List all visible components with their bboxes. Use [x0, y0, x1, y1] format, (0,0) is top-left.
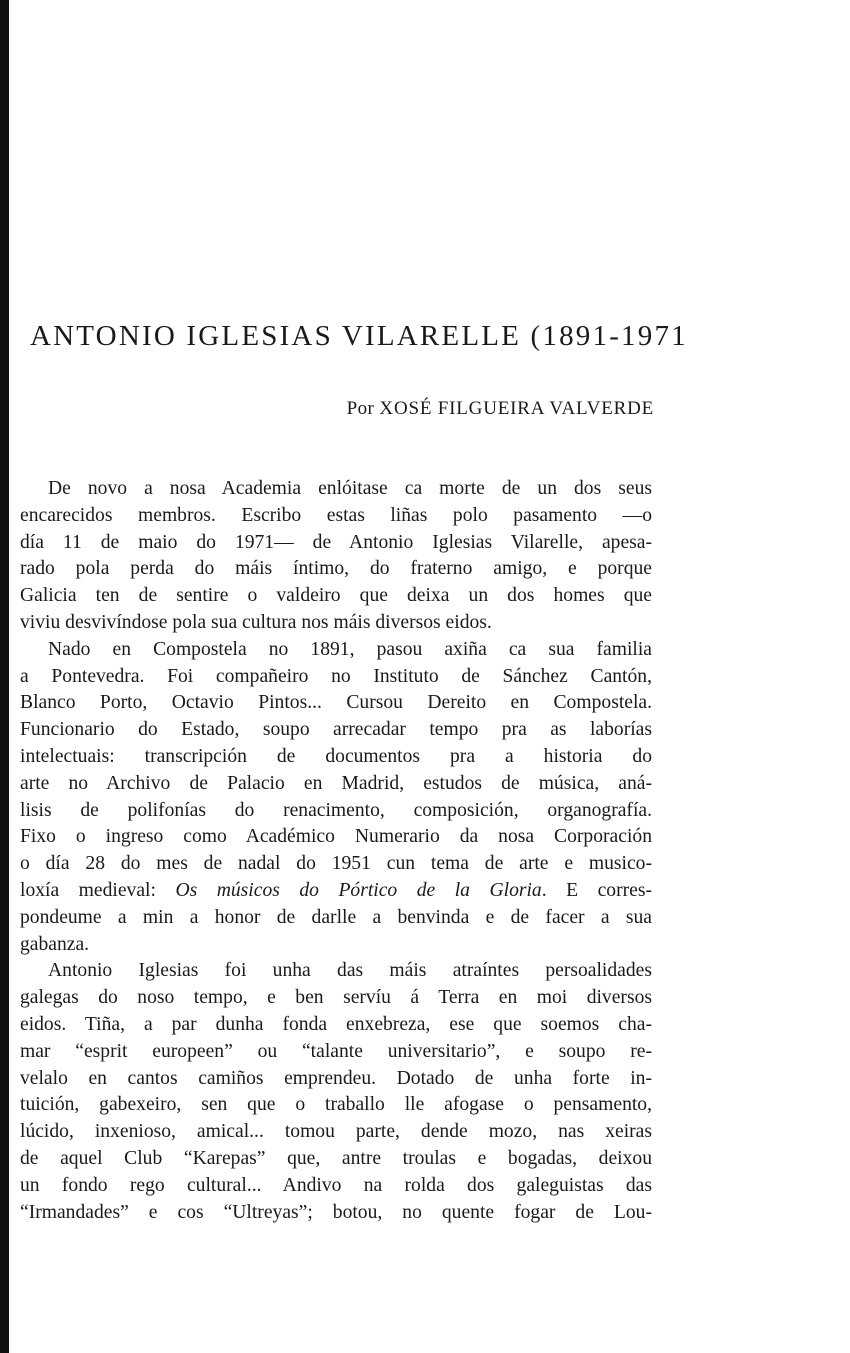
text-line: De novo a nosa Academia enlóitase ca morte de un dos seus: [48, 478, 652, 499]
text-line: un fondo rego cultural... Andivo na rolda dos galeguistas das: [20, 1174, 652, 1196]
text-line: a Pontevedra. Foi compañeiro no Instituto de Sánchez Cantón,: [20, 665, 652, 687]
byline: [347, 398, 654, 420]
article-title: ANTONIO IGLESIAS VILARELLE (1891-1971: [30, 320, 688, 352]
paragraph-3: [20, 958, 652, 1226]
text-fragment: . E corres-: [541, 879, 652, 901]
text-line: intelectuais: transcripción de documentos pra a historia do: [20, 745, 652, 767]
text-line: arte no Archivo de Palacio en Madrid, estudos de música, aná-: [20, 772, 652, 794]
author-name: XOSÉ FILGUEIRA VALVERDE: [379, 398, 654, 419]
text-line: Antonio Iglesias foi unha das máis atraíntes persoalidades: [48, 960, 652, 982]
text-line: día 11 de maio do 1971— de Antonio Iglesias Vilarelle, apesa-: [20, 531, 652, 553]
text-fragment: loxía medieval:: [20, 879, 156, 901]
text-line: pondeume a min a honor de darlle a benvinda e de facer a sua: [20, 906, 652, 928]
text-line: viviu desvivíndose pola sua cultura nos máis diversos eidos.: [20, 611, 492, 633]
text-line: Galicia ten de sentire o valdeiro que deixa un dos homes que: [20, 585, 652, 607]
text-line: encarecidos membros. Escribo estas liñas polo pasamento —o: [20, 504, 652, 526]
text-line: “Irmandades” e cos “Ultreyas”; botou, no quente fogar de Lou-: [20, 1201, 652, 1223]
text-line: velalo en cantos camiños emprendeu. Dotado de unha forte in-: [20, 1067, 652, 1089]
article-body: [20, 476, 652, 1226]
text-line-with-italic-title: [20, 878, 652, 905]
text-line: rado pola perda do máis íntimo, do fraterno amigo, e porque: [20, 558, 652, 580]
text-line: lisis de polifonías do renacimento, composición, organografía.: [20, 799, 652, 821]
text-line: lúcido, inxenioso, amical... tomou parte, dende mozo, nas xeiras: [20, 1121, 652, 1143]
paragraph-2: [20, 637, 652, 959]
text-line: Nado en Compostela no 1891, pasou axiña ca sua familia: [48, 638, 652, 660]
byline-prefix: Por: [346, 398, 375, 419]
text-line: Fixo o ingreso como Académico Numerario da nosa Corporación: [20, 826, 652, 848]
text-line: o día 28 do mes de nadal do 1951 cun tema de arte e musico-: [20, 853, 652, 875]
text-line: Blanco Porto, Octavio Pintos... Cursou Dereito en Compostela.: [20, 692, 652, 714]
text-line: gabanza.: [20, 933, 90, 955]
paragraph-1: [20, 476, 652, 637]
text-line: de aquel Club “Karepas” que, antre troulas e bogadas, deixou: [20, 1147, 652, 1169]
text-line: mar “esprit europeen” ou “talante universitario”, e soupo re-: [20, 1040, 652, 1062]
text-line: Funcionario do Estado, soupo arrecadar tempo pra as laborías: [20, 719, 652, 741]
italic-work-title: Os músicos do Pórtico de la Gloria: [175, 879, 542, 901]
text-line: eidos. Tiña, a par dunha fonda enxebreza, ese que soemos cha-: [20, 1013, 652, 1035]
text-line: galegas do noso tempo, e ben servíu á Terra en moi diversos: [20, 987, 652, 1009]
text-line: tuición, gabexeiro, sen que o traballo lle afogase o pensamento,: [20, 1094, 652, 1116]
